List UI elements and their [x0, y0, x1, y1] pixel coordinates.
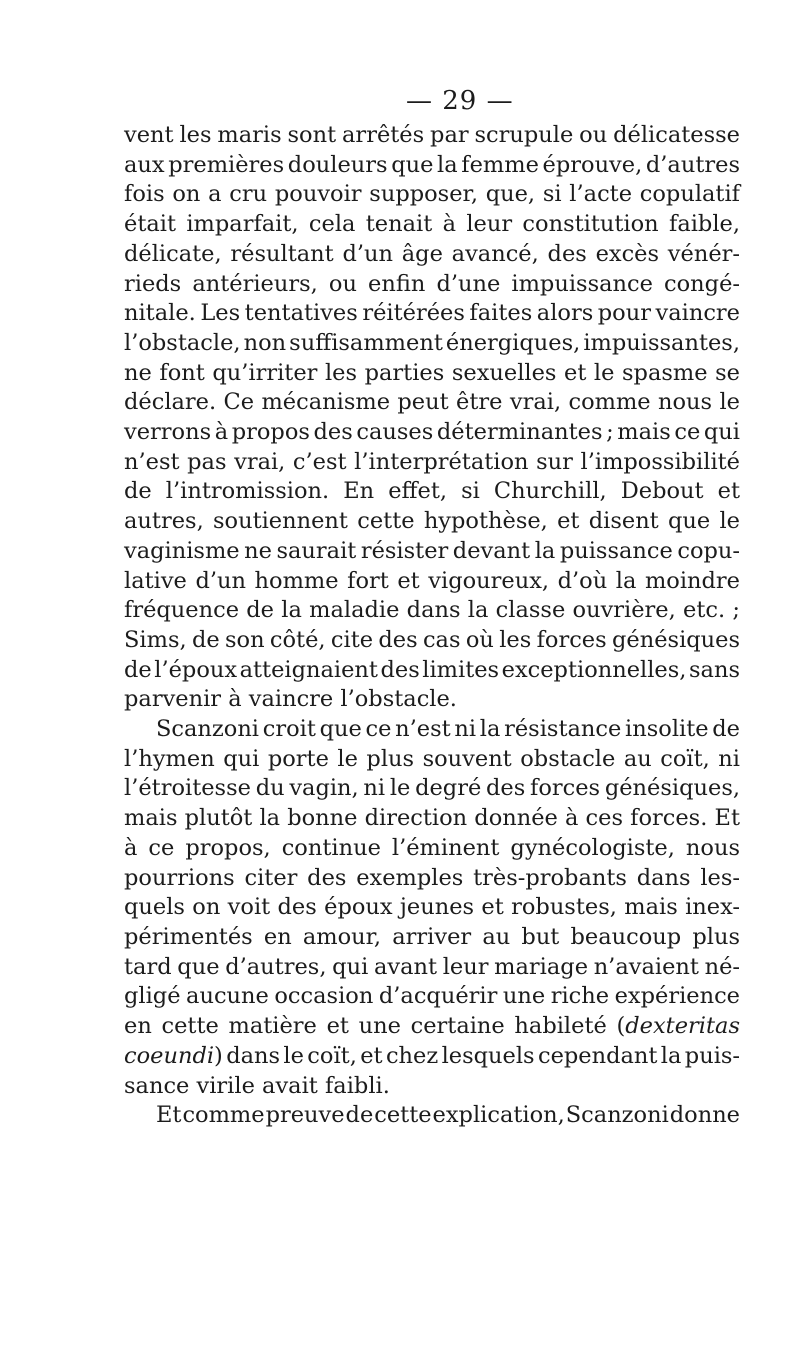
- body-text: [124, 121, 740, 1131]
- page-number: — 29 —: [406, 86, 514, 116]
- text-line: délicate, résultant d’un âge avancé, des excès vénér-: [124, 240, 740, 267]
- text-line: à ce propos, continue l’éminent gynécologiste, nous: [124, 834, 740, 861]
- text-line: était imparfait, cela tenait à leur constitution faible,: [124, 211, 740, 238]
- text-line: tard que d’autres, qui avant leur mariage n’avaient né-: [124, 953, 741, 980]
- text-line: l’obstacle, non suffisamment énergiques, impuissantes,: [124, 329, 740, 356]
- text-line: mais plutôt la bonne direction donnée à ces forces. Et: [124, 805, 740, 832]
- text-line: Et comme preuve de cette explication, Scanzoni donne: [156, 1102, 740, 1129]
- text-line: n’est pas vrai, c’est l’interprétation sur l’impossibilité: [124, 448, 740, 475]
- text-line: périmentés en amour, arriver au but beaucoup plus: [124, 923, 740, 950]
- text-line: vent les maris sont arrêtés par scrupule ou délicatesse: [124, 122, 740, 148]
- text-line: quels on voit des époux jeunes et robustes, mais inex-: [124, 894, 740, 921]
- text-line: vaginisme ne saurait résister devant la puissance copu-: [124, 537, 740, 564]
- text-line: pourrions citer des exemples très-probants dans les-: [124, 864, 740, 891]
- text-line: ne font qu’irriter les parties sexuelles et le spasme se: [124, 359, 740, 386]
- text-line: lative d’un homme fort et vigoureux, d’où la moindre: [124, 567, 740, 594]
- text-line-with-italic: [124, 1012, 740, 1042]
- text-line: nitale. Les tentatives réitérées faites alors pour vaincre: [124, 300, 740, 327]
- text-line: déclare. Ce mécanisme peut être vrai, comme nous le: [124, 389, 740, 416]
- text-line: fois on a cru pouvoir supposer, que, si l’acte copulatif: [124, 181, 740, 208]
- text-line-with-italic: [124, 1042, 740, 1072]
- italic-term: coeundi: [124, 1042, 215, 1069]
- text-line: rieds antérieurs, ou enfin d’une impuissance congé-: [124, 270, 740, 297]
- text-line: verrons à propos des causes déterminantes ; mais ce qui: [124, 419, 740, 446]
- text-line: l’hymen qui porte le plus souvent obstacle au coït, ni: [124, 745, 740, 772]
- text-line: gligé aucune occasion d’acquérir une riche expérience: [124, 983, 740, 1010]
- text-line: aux premières douleurs que la femme éprouve, d’autres: [124, 151, 740, 178]
- text-line: parvenir à vaincre l’obstacle.: [124, 686, 457, 713]
- text-fragment: ) dans le coït, et chez lesquels cependant la puis-: [214, 1042, 741, 1069]
- text-line: de l’époux atteignaient des limites exceptionnelles, sans: [124, 656, 740, 683]
- text-line: de l’intromission. En effet, si Churchill, Debout et: [124, 478, 740, 505]
- text-line: autres, soutiennent cette hypothèse, et disent que le: [124, 508, 740, 535]
- text-line: Sims, de son côté, cite des cas où les forces génésiques: [124, 626, 741, 653]
- text-line: sance virile avait faibli.: [124, 1072, 390, 1099]
- text-line: l’étroitesse du vagin, ni le degré des forces génésiques,: [124, 775, 741, 802]
- text-fragment: en cette matière et une certaine habileté (: [124, 1013, 626, 1040]
- text-line: Scanzoni croit que ce n’est ni la résistance insolite de: [156, 716, 740, 743]
- text-line: fréquence de la maladie dans la classe ouvrière, etc. ;: [124, 597, 740, 624]
- italic-term: dexteritas: [625, 1013, 740, 1040]
